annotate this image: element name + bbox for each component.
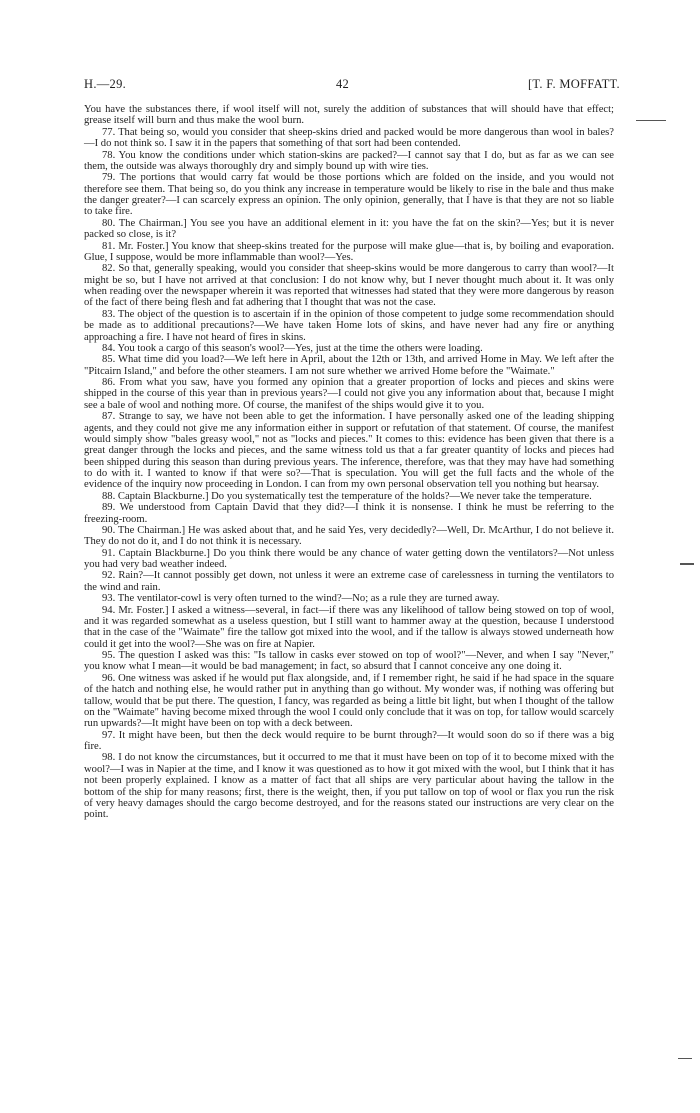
document-reference: H.—29. bbox=[84, 77, 127, 91]
paragraph: 78. You know the conditions under which station-skins are packed?—I cannot say that I do, but as far as we can see them, the outside was always thoroughly dry and simply bound up with wire ties. bbox=[84, 149, 614, 172]
paragraph: 80. The Chairman.] You see you have an additional element in it: you have the fat on the skin?—Yes; but it is never packed so close, is it? bbox=[84, 217, 614, 241]
paragraph: 87. Strange to say, we have not been able to get the information. I have personally asked one of the leading shipping agents, and they could not give me any information either in support or refutation of that statement. Of course, the manifest would simply show "bales greasy wool," not as "locks and pieces." It comes to this: evidence has been given that there is a great danger through the locks and pieces, and the same witness told us that a far greater quantity of locks and pieces had been shipped during this season than during previous years. The inference, therefore, was that they may have had something to do with it. I wanted to know if that were so?—That is speculation. You will get the full facts and the whole of the evidence of the inquiry now proceeding in London. I can from my own personal observation tell you nothing but hearsay. bbox=[84, 411, 614, 491]
paragraph: 83. The object of the question is to ascertain if in the opinion of those competent to judge some recommendation should be made as to additional precautions?—We have taken Home lots of skins, and have never had any fire or anything approaching a fire. I have not heard of fires in skins. bbox=[84, 308, 614, 343]
paragraph: 85. What time did you load?—We left here in April, about the 12th or 13th, and arrived Home in May. We left after the "Pitcairn Island," and before the other steamers. I am not sure whether we arrived Home before the "Waimate." bbox=[84, 354, 614, 377]
paragraph: 79. The portions that would carry fat would be those portions which are folded on the inside, and you would not therefore see them. That being so, do you think any increase in temperature would be likely to rise in the bale and thus make the danger greater?—I can scarcely express an opinion. The only opinion, generally, that I have is that they are not so liable to take fire. bbox=[84, 172, 614, 218]
margin-mark bbox=[636, 120, 666, 121]
page-number: 42 bbox=[336, 77, 350, 91]
paragraph: 92. Rain?—It cannot possibly get down, not unless it were an extreme case of carelessness in turning the ventilators to the wind and rain. bbox=[84, 570, 614, 593]
paragraph: 81. Mr. Foster.] You know that sheep-skins treated for the purpose will make glue—that is, by boiling and evaporation. Glue, I suppose, would be more inflammable than wool?—Yes. bbox=[84, 240, 614, 263]
paragraph: 89. We understood from Captain David that they did?—I think it is nonsense. I think he must be referring to the freezing-room. bbox=[84, 502, 614, 525]
paragraph: 86. From what you saw, have you formed any opinion that a greater proportion of locks and pieces and skins were shipped in the course of this year than in previous years?—I could not give you any information about that, because I might see a bale of wool and nothing more. Of course, the manifest of the ships would give it to you. bbox=[84, 377, 614, 411]
paragraph: 93. The ventilator-cowl is very often turned to the wind?—No; as a rule they are turned away. bbox=[102, 593, 500, 605]
paragraph: 96. One witness was asked if he would put flax alongside, and, if I remember right, he said if he had space in the square of the hatch and nothing else, he would rather put in anything than go without. My wonder was, if nothing was offering but tallow, would that be put there. The question, I fancy, was regarded as being a little bit light, but when I thought of the tallow on the "Waimate" having become mixed through the wool I could only conclude that it was on top, for tallow would scarcely run upwards?—It might have been on top with a deck between. bbox=[84, 672, 614, 730]
margin-mark bbox=[678, 1058, 692, 1059]
paragraph: 88. Captain Blackburne.] Do you systematically test the temperature of the holds?—We never take the temperature. bbox=[102, 490, 592, 502]
paragraph: 90. The Chairman.] He was asked about that, and he said Yes, very decidedly?—Well, Dr. McArthur, I do not believe it. They do not do it, and I do not think it is necessary. bbox=[84, 524, 614, 548]
document-body bbox=[84, 104, 614, 821]
paragraph: 84. You took a cargo of this season's wool?—Yes, just at the time the others were loading. bbox=[102, 342, 483, 354]
witness-name: [T. F. MOFFATT. bbox=[527, 77, 620, 91]
margin-mark bbox=[680, 563, 694, 565]
page-header bbox=[84, 77, 620, 95]
paragraph: 98. I do not know the circumstances, but it occurred to me that it must have been on top of it to become mixed with the wool?—I was in Napier at the time, and I know it was questioned as to how it got mixed with the wool, but I think that it has not been properly explained. I know as a matter of fact that all ships are very particular about having the tallow in the bottom of the ship for many reasons; first, there is the weight, then, if you put tallow on top of wool or flax you run the risk of very heavy damages should the cargo become destroyed, and for the reasons stated our instructions are very clear on the point. bbox=[84, 752, 614, 821]
paragraph: 95. The question I asked was this: "Is tallow in casks ever stowed on top of wool?"—Never, and when I say "Never," you know what I mean—it would be bad management; in fact, so absurd that I cannot conceive any one doing it. bbox=[84, 650, 614, 673]
paragraph: 91. Captain Blackburne.] Do you think there would be any chance of water getting down the ventilators?—Not unless you had very bad weather indeed. bbox=[84, 547, 614, 570]
paragraph: 97. It might have been, but then the deck would require to be burnt through?—It would soon do so if there was a big fire. bbox=[84, 729, 614, 752]
paragraph: 82. So that, generally speaking, would you consider that sheep-skins would be more dangerous to carry than wool?—It might be so, but I have not arrived at that conclusion: I do not know why, but I never thought much about it. It was only when reading over the newspaper wherein it was reported that witnesses had stated that they were more dangerous by reason of the fact of there being flesh and fat adhering that I thought that was not the case. bbox=[84, 263, 614, 309]
paragraph: You have the substances there, if wool itself will not, surely the addition of substances that will should have that effect; grease itself will burn and thus make the wool burn. bbox=[84, 104, 614, 127]
paragraph: 94. Mr. Foster.] I asked a witness—several, in fact—if there was any likelihood of tallow being stowed on top of wool, and it was regarded somewhat as a useless question, but I still want to hammer away at the question, because I understood that in the case of the "Waimate" fire the tallow got mixed into the wool, and if the tallow is always stowed underneath how could it get into the wool?—She was on fire at Napier. bbox=[84, 604, 614, 650]
paragraph: 77. That being so, would you consider that sheep-skins dried and packed would be more dangerous than wool in bales?—I do not think so. I saw it in the papers that something of that sort had been contended. bbox=[84, 126, 614, 150]
